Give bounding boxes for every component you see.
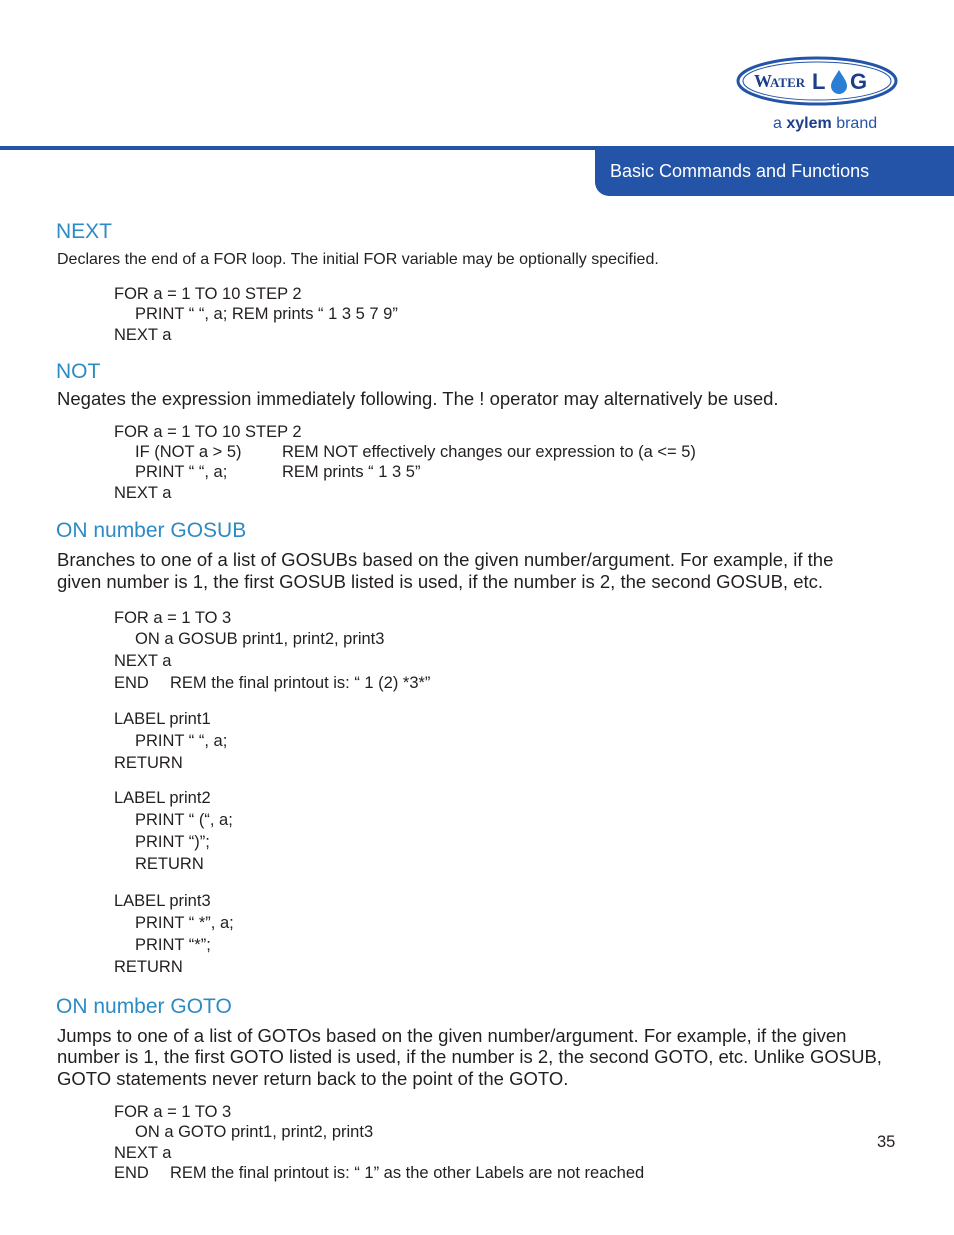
waterlog-logo [736,56,898,106]
code-line: FOR a = 1 TO 10 STEP 2 [114,423,302,441]
code-line: ON a GOTO print1, print2, print3 [135,1123,374,1141]
code-line: PRINT “ “, a; REM prints “ 1 3 5 7 9” [135,305,398,323]
code-comment: REM the final printout is: “ 1” as the other Labels are not reached [170,1164,645,1182]
code-line: PRINT “ (“, a; [135,811,233,829]
brand-tagline: a xylem brand [773,115,878,132]
code-line: PRINT “ *”, a; [135,914,234,932]
code-line: PRINT “ “, a; [135,732,228,750]
code-line: NEXT a [114,652,172,670]
heading-not: NOT [56,360,101,383]
svg-text:ATER: ATER [770,75,806,90]
gosub-description-line: given number is 1, the first GOSUB listed is used, if the number is 2, the second GOSUB, etc. [57,571,824,592]
code-line: LABEL print1 [114,710,211,728]
code-line: LABEL print3 [114,892,211,910]
section-tab: Basic Commands and Functions [595,147,954,196]
code-line: FOR a = 1 TO 3 [114,1103,232,1121]
code-line: NEXT a [114,1144,172,1162]
code-line: PRINT “)”; [135,833,210,851]
page-number: 35 [877,1133,896,1151]
goto-description-line: GOTO statements never return back to the point of the GOTO. [57,1068,569,1089]
code-line: RETURN [114,754,183,772]
code-comment: REM the final printout is: “ 1 (2) *3*” [170,674,431,692]
heading-next: NEXT [56,220,113,243]
goto-description-line: number is 1, the first GOTO listed is used, if the number is 2, the second GOTO, etc. Unlike GOSUB, [57,1046,882,1067]
svg-text:G: G [850,69,868,94]
code-comment: REM NOT effectively changes our expression to (a <= 5) [282,443,696,461]
code-line: IF (NOT a > 5) [135,443,242,461]
code-line: NEXT a [114,326,172,344]
svg-text:L: L [812,69,826,94]
code-line: LABEL print2 [114,789,211,807]
code-line: RETURN [135,855,204,873]
next-description: Declares the end of a FOR loop. The initial FOR variable may be optionally specified. [57,251,659,268]
heading-on-goto: ON number GOTO [56,995,232,1018]
code-line: END [114,674,149,692]
code-line: PRINT “ “, a; [135,463,228,481]
code-line: ON a GOSUB print1, print2, print3 [135,630,385,648]
code-line: NEXT a [114,484,172,502]
code-line: END [114,1164,149,1182]
heading-on-gosub: ON number GOSUB [56,519,247,542]
not-description: Negates the expression immediately following. The ! operator may alternatively be used. [57,388,779,409]
code-comment: REM prints “ 1 3 5” [282,463,421,481]
code-line: RETURN [114,958,183,976]
code-line: FOR a = 1 TO 3 [114,609,232,627]
gosub-description-line: Branches to one of a list of GOSUBs based on the given number/argument. For example, if the [57,549,834,570]
svg-text:W: W [754,71,772,91]
code-line: FOR a = 1 TO 10 STEP 2 [114,285,302,303]
goto-description-line: Jumps to one of a list of GOTOs based on the given number/argument. For example, if the given [57,1025,847,1046]
code-line: PRINT “*”; [135,936,211,954]
